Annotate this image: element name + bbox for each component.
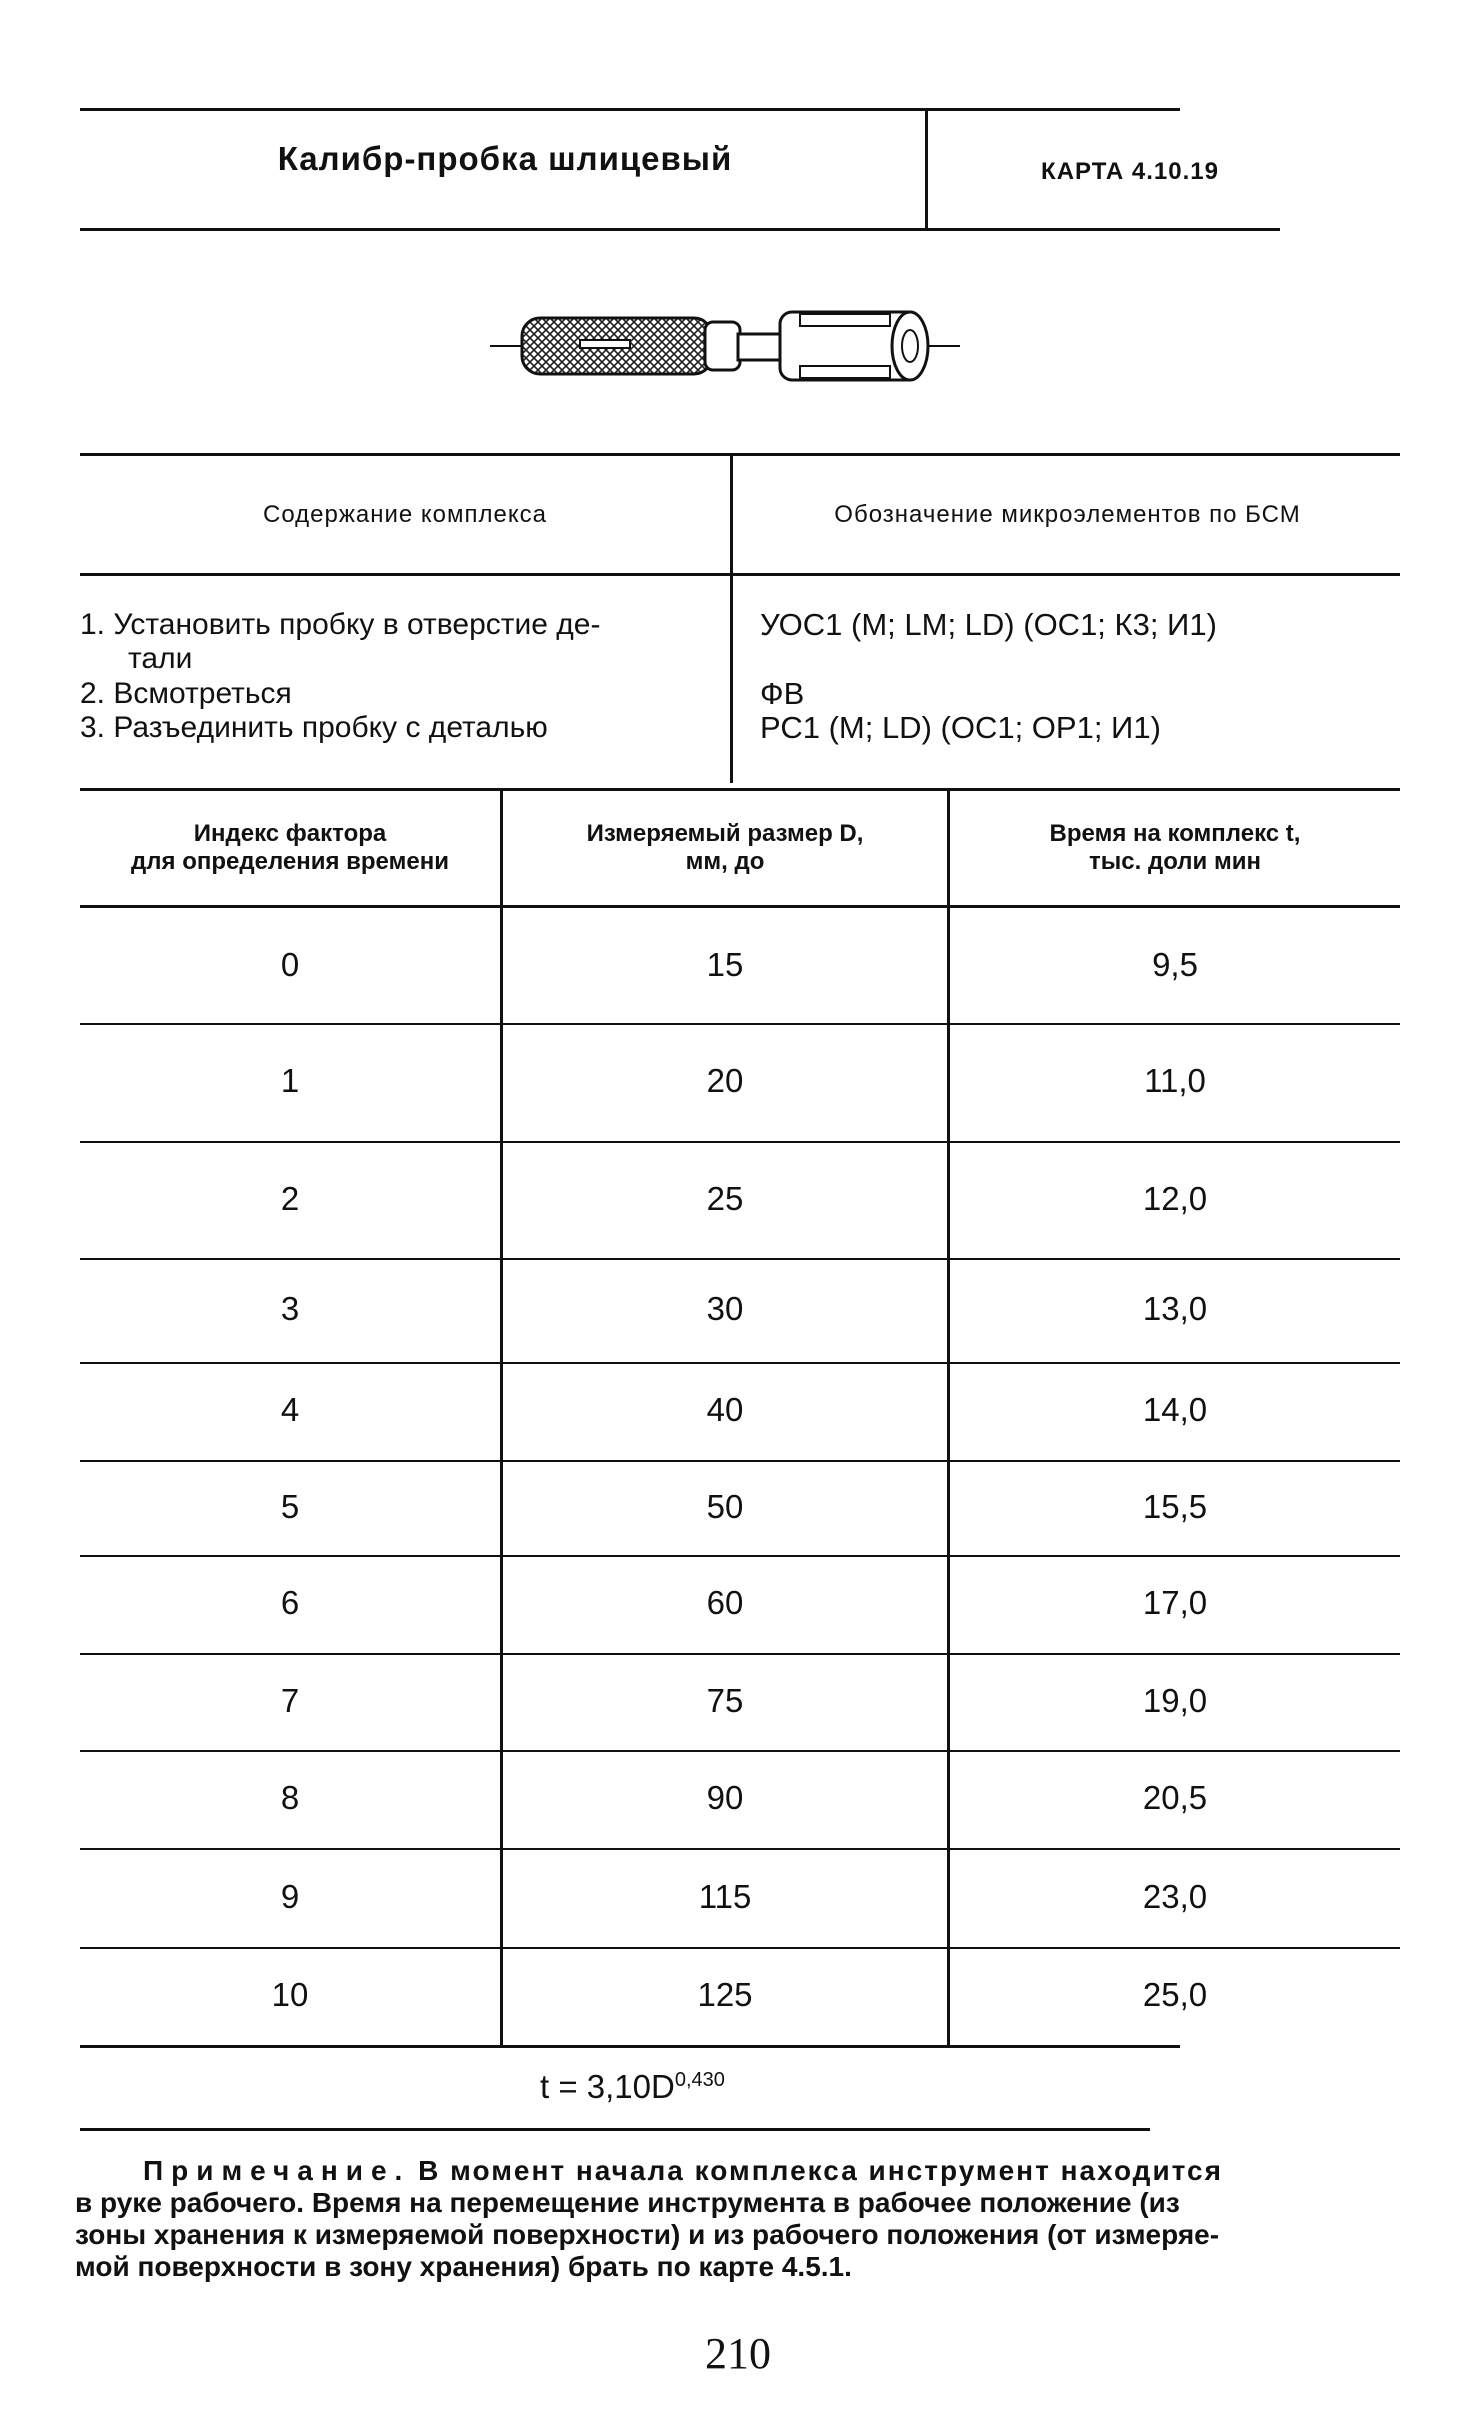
time-cell: 12,0: [1142, 1179, 1208, 1217]
time-cell: 25,0: [1142, 1976, 1208, 2013]
step-1-code: УОС1 (M; LM; LD) (ОС1; К3; И1): [760, 607, 1217, 642]
row-separator: [80, 1947, 1400, 1949]
measured-size-cell: 125: [697, 1976, 753, 2013]
complex-step-2: 2. Всмотреться: [80, 677, 292, 710]
time-cell: 23,0: [1142, 1877, 1208, 1915]
spline-plug-gauge-icon: [490, 290, 960, 400]
table-header-factor-index: Индекс фактора для определения времени: [131, 820, 449, 875]
step-1-text: 1. Установить пробку в отверстие де-: [80, 608, 601, 641]
table-header-time: Время на комплекс t, тыс. доли мин: [1049, 820, 1301, 875]
time-cell: 19,0: [1142, 1681, 1208, 1719]
measured-size-cell: 115: [698, 1877, 752, 1915]
card-number: КАРТА 4.10.19: [1041, 158, 1219, 185]
row-separator: [80, 1653, 1400, 1655]
row-separator: [80, 1362, 1400, 1364]
note-line-2: в руке рабочего. Время на перемещение инструмента в рабочее положение (из: [75, 2187, 1180, 2218]
measured-size-cell: 40: [706, 1391, 744, 1428]
page-number: 210: [705, 2329, 771, 2378]
note-line-1: [75, 2155, 1395, 2187]
formula-base: t = 3,10D: [540, 2068, 675, 2105]
factor-index-cell: 4: [280, 1391, 300, 1428]
table-bottom-rule: [80, 2045, 1180, 2048]
factor-index-cell: 6: [280, 1584, 300, 1621]
table-top-rule: [80, 788, 1400, 791]
row-separator: [80, 1141, 1400, 1143]
time-cell: 14,0: [1142, 1391, 1208, 1428]
measured-size-cell: 15: [706, 945, 744, 983]
factor-index-cell: 9: [280, 1877, 300, 1915]
formula-exponent: 0,430: [674, 2069, 725, 2091]
step-3-code: РС1 (M; LD) (ОС1; ОР1; И1): [760, 710, 1161, 745]
note-line-3: зоны хранения к измеряемой поверхности) и из рабочего положения (от измеряе-: [75, 2219, 1220, 2250]
measured-size-cell: 90: [706, 1779, 744, 1816]
complex-step-3: 3. Разъединить пробку с деталью: [80, 711, 548, 744]
complex-content-header: Содержание комплекса: [262, 501, 547, 528]
measured-size-cell: 60: [706, 1584, 744, 1621]
measured-size-cell: 50: [706, 1487, 744, 1525]
time-cell: 9,5: [1152, 945, 1198, 983]
row-separator: [80, 1023, 1400, 1025]
row-separator: [80, 1750, 1400, 1752]
formula: [540, 2068, 725, 2106]
table-header-rule: [80, 905, 1400, 908]
measured-size-cell: 20: [706, 1062, 744, 1099]
time-cell: 15,5: [1142, 1487, 1208, 1525]
step-2-code: ФВ: [760, 676, 805, 711]
complex-step-1: [80, 608, 720, 676]
factor-index-cell: 5: [280, 1487, 300, 1525]
factor-index-cell: 0: [280, 945, 300, 983]
header-top-rule: [80, 108, 1180, 111]
time-cell: 20,5: [1142, 1779, 1208, 1816]
time-cell: 13,0: [1142, 1290, 1208, 1327]
note-text-1: В момент начала комплекса инструмент находится: [418, 2155, 1223, 2186]
microelements-header: Обозначение микроэлементов по БСМ: [834, 501, 1301, 528]
measured-size-cell: 25: [706, 1179, 744, 1217]
time-cell: 17,0: [1142, 1584, 1208, 1621]
row-separator: [80, 1555, 1400, 1557]
factor-index-cell: 1: [280, 1062, 300, 1099]
complex-top-rule: [80, 453, 1400, 456]
measured-size-cell: 30: [706, 1290, 744, 1327]
note-label: Примечание.: [143, 2155, 411, 2186]
time-cell: 11,0: [1144, 1062, 1206, 1099]
row-separator: [80, 1258, 1400, 1260]
header-bottom-rule: [80, 228, 1280, 231]
note: [75, 2155, 1395, 2283]
factor-index-cell: 3: [280, 1290, 300, 1327]
factor-index-cell: 10: [271, 1976, 309, 2013]
factor-index-cell: 8: [280, 1779, 300, 1816]
note-line-4: мой поверхности в зону хранения) брать по карте 4.5.1.: [75, 2251, 852, 2282]
page-title: Калибр-пробка шлицевый: [277, 140, 733, 177]
measured-size-cell: 75: [706, 1681, 744, 1719]
complex-header-rule: [80, 573, 1400, 576]
factor-index-cell: 2: [280, 1179, 300, 1217]
header-divider: [925, 108, 928, 230]
complex-divider: [730, 453, 733, 783]
row-separator: [80, 1848, 1400, 1850]
step-1-text-cont: тали: [128, 642, 193, 675]
factor-index-cell: 7: [280, 1681, 300, 1719]
table-header-measured-size: Измеряемый размер D, мм, до: [586, 820, 864, 875]
formula-bottom-rule: [80, 2128, 1150, 2131]
row-separator: [80, 1460, 1400, 1462]
